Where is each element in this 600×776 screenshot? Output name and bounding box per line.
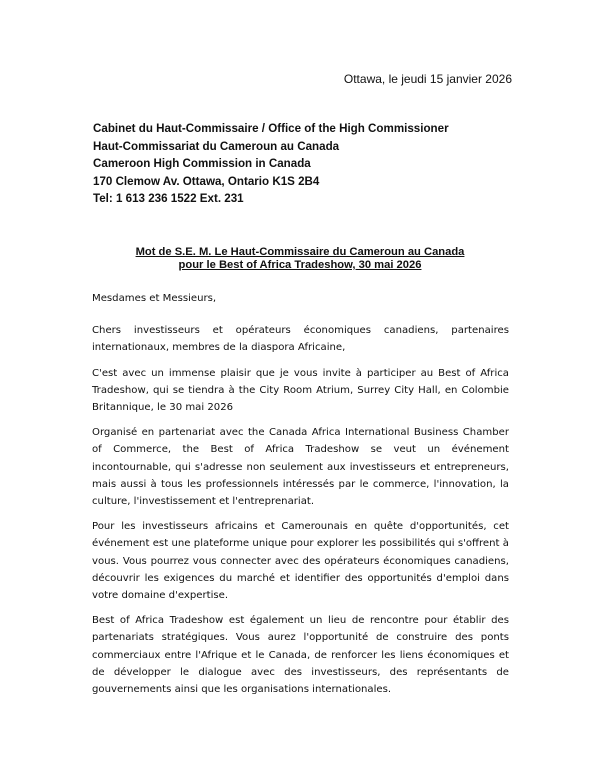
paragraph: Chers investisseurs et opérateurs économiques canadiens, partenaires internationaux, membres de la diaspora Africaine,: [92, 325, 509, 354]
paragraph: Pour les investisseurs africains et Camerounais en quête d'opportunités, cet événement est une plateforme unique pour explorer les possibilités qui s'offrent à vous. Vous pourrez vous connecter avec des opérateurs économiques canadiens, découvrir les exigences du marché et identifier des opportunités d'emploi dans votre domaine d'expertise.: [92, 521, 509, 602]
paragraph: C'est avec un immense plaisir que je vous invite à participer au Best of Africa Tradeshow, qui se tiendra à the City Room Atrium, Surrey City Hall, en Colombie Britannique, le 30 mai 2026: [92, 367, 509, 414]
sender-office: Cabinet du Haut-Commissaire / Office of the High Commissioner: [93, 122, 449, 135]
letter-title: [0, 246, 600, 272]
sender-institution-en: Cameroon High Commission in Canada: [93, 157, 311, 171]
sender-block: [93, 120, 449, 208]
title-line-2: pour le Best of Africa Tradeshow, 30 mai 2026: [178, 259, 422, 271]
sender-phone: Tel: 1 613 236 1522 Ext. 231: [93, 192, 244, 206]
paragraph: Best of Africa Tradeshow est également un lieu de rencontre pour établir des partenariats stratégiques. Vous aurez l'opportunité de construire des ponts commerciaux entre l'Afrique et le Canada, de renforcer les liens économiques et de développer le dialogue avec des investisseurs, des représentants de gouvernements ainsi que les organisations internationales.: [92, 615, 509, 696]
letter-body: [92, 290, 509, 706]
sender-institution-fr: Haut-Commissariat du Cameroun au Canada: [93, 139, 340, 153]
salutation: Mesdames et Messieurs,: [92, 293, 217, 304]
paragraph: Organisé en partenariat avec the Canada Africa International Business Chamber of Commerce, the Best of Africa Tradeshow se veut un événement incontournable, qui s'adresse non seulement aux investisseurs et entrepreneurs, mais aussi à tous les professionnels intéressés par le commerce, l'innovation, la culture, l'investissement et l'entreprenariat.: [92, 427, 509, 508]
sender-address: 170 Clemow Av. Ottawa, Ontario K1S 2B4: [93, 174, 320, 188]
letter-date: Ottawa, le jeudi 15 janvier 2026: [343, 72, 512, 86]
title-line-1: Mot de S.E. M. Le Haut-Commissaire du Cameroun au Canada: [135, 246, 465, 258]
